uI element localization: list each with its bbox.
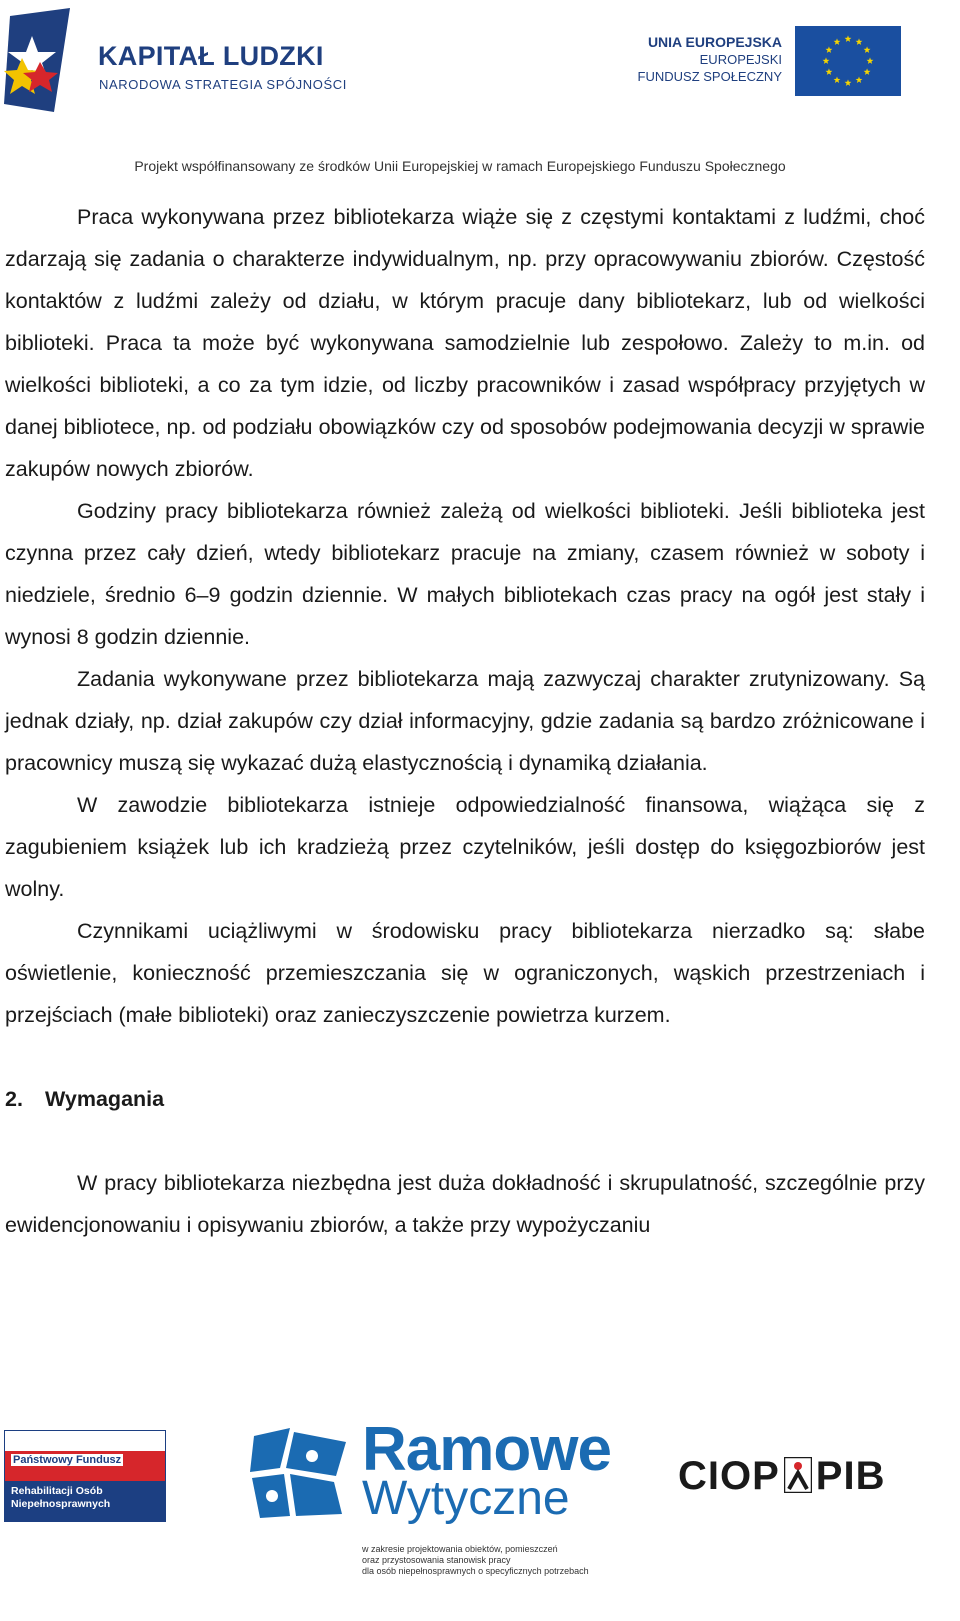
paragraph-3: Zadania wykonywane przez bibliotekarza mają zazwyczaj charakter zrutynizowany. Są jednak działy, np. dział zakupów czy dział informacyjny, gdzie zadania są bardzo zróżnicowane i pracownicy muszą się wykazać dużą elastycznością i dynamiką działania.: [5, 667, 925, 775]
eu-text-block: [638, 34, 782, 85]
eu-line-1: UNIA EUROPEJSKA: [647, 34, 782, 50]
page-header: [0, 0, 960, 190]
pfron-line-1: Państwowy Fundusz: [13, 1454, 122, 1466]
eu-line-2: EUROPEJSKI: [699, 52, 782, 67]
section-title: Wymagania: [45, 1087, 165, 1111]
rw-note-line-1: w zakresie projektowania obiektów, pomieszczeń: [362, 1544, 558, 1554]
pfron-lines-2-3: [11, 1485, 110, 1511]
ramowe-title: Ramowe: [362, 1415, 611, 1484]
ciop-text: CIOP: [678, 1454, 780, 1498]
rw-note-line-3: dla osób niepełnosprawnych o specyficznych potrzebach: [362, 1566, 589, 1576]
kapital-ludzki-title: KAPITAŁ LUDZKI: [98, 41, 324, 71]
paragraph-4: W zawodzie bibliotekarza istnieje odpowiedzialność finansowa, wiążąca się z zagubieniem książek lub ich kradzieżą przez czytelników, jeśli dostęp do księgozbiorów jest wolny.: [5, 793, 925, 901]
wytyczne-subtitle: Wytyczne: [362, 1472, 570, 1525]
pfron-logo: [4, 1430, 166, 1522]
kapital-ludzki-subtitle: NARODOWA STRATEGIA SPÓJNOŚCI: [99, 77, 347, 92]
person-icon: [784, 1457, 812, 1493]
ramowe-wytyczne-note: [362, 1544, 589, 1577]
document-body: [5, 196, 925, 1246]
pfron-line-3: Niepełnosprawnych: [11, 1498, 111, 1510]
section-number: 2.: [5, 1087, 23, 1111]
pib-text: PIB: [815, 1454, 886, 1498]
eu-flag-icon: [795, 26, 901, 96]
eu-line-3: FUNDUSZ SPOŁECZNY: [637, 69, 782, 84]
cofinancing-note: Projekt współfinansowany ze środków Unii Europejskiej w ramach Europejskiego Funduszu Społecznego: [134, 158, 786, 174]
section-heading: [5, 1078, 925, 1120]
paragraph-5: Czynnikami uciążliwymi w środowisku pracy bibliotekarza nierzadko są: słabe oświetlenie, konieczność przemieszczania się w ograniczonych, wąskich przestrzeniach i przejściach (małe biblioteki) oraz zanieczyszczenie powietrza kurzem.: [5, 919, 925, 1027]
kapital-ludzki-star-logo: [2, 8, 74, 116]
pfron-line-2: Rehabilitacji Osób: [11, 1485, 103, 1497]
ramowe-wytyczne-mark-icon: [250, 1428, 350, 1520]
paragraph-6: W pracy bibliotekarza niezbędna jest duża dokładność i skrupulatność, szczególnie przy ewidencjonowaniu i opisywaniu zbiorów, a także przy wypożyczaniu: [5, 1171, 925, 1237]
rw-note-line-2: oraz przystosowania stanowisk pracy: [362, 1555, 511, 1565]
paragraph-2: Godziny pracy bibliotekarza również zależą od wielkości biblioteki. Jeśli biblioteka jest czynna przez cały dzień, wtedy bibliotekarz pracuje na zmiany, czasem również w soboty i niedziele, średnio 6–9 godzin dziennie. W małych bibliotekach czas pracy na ogół jest stały i wynosi 8 godzin dziennie.: [5, 499, 925, 649]
ciop-pib-logo: [678, 1454, 885, 1499]
paragraph-1: Praca wykonywana przez bibliotekarza wiąże się z częstymi kontaktami z ludźmi, choć zdarzają się zadania o charakterze indywidualnym, np. przy opracowywaniu zbiorów. Częstość kontaktów z ludźmi zależy od działu, w którym pracuje dany bibliotekarz, lub od wielkości biblioteki. Praca ta może być wykonywana samodzielnie lub zespołowo. Zależy to m.in. od wielkości biblioteki, a co za tym idzie, od liczby pracowników i zasad współpracy przyjętych w danej bibliotece, np. od podziału obowiązków czy od sposobów podejmowania decyzji w sprawie zakupów nowych zbiorów.: [5, 205, 925, 481]
